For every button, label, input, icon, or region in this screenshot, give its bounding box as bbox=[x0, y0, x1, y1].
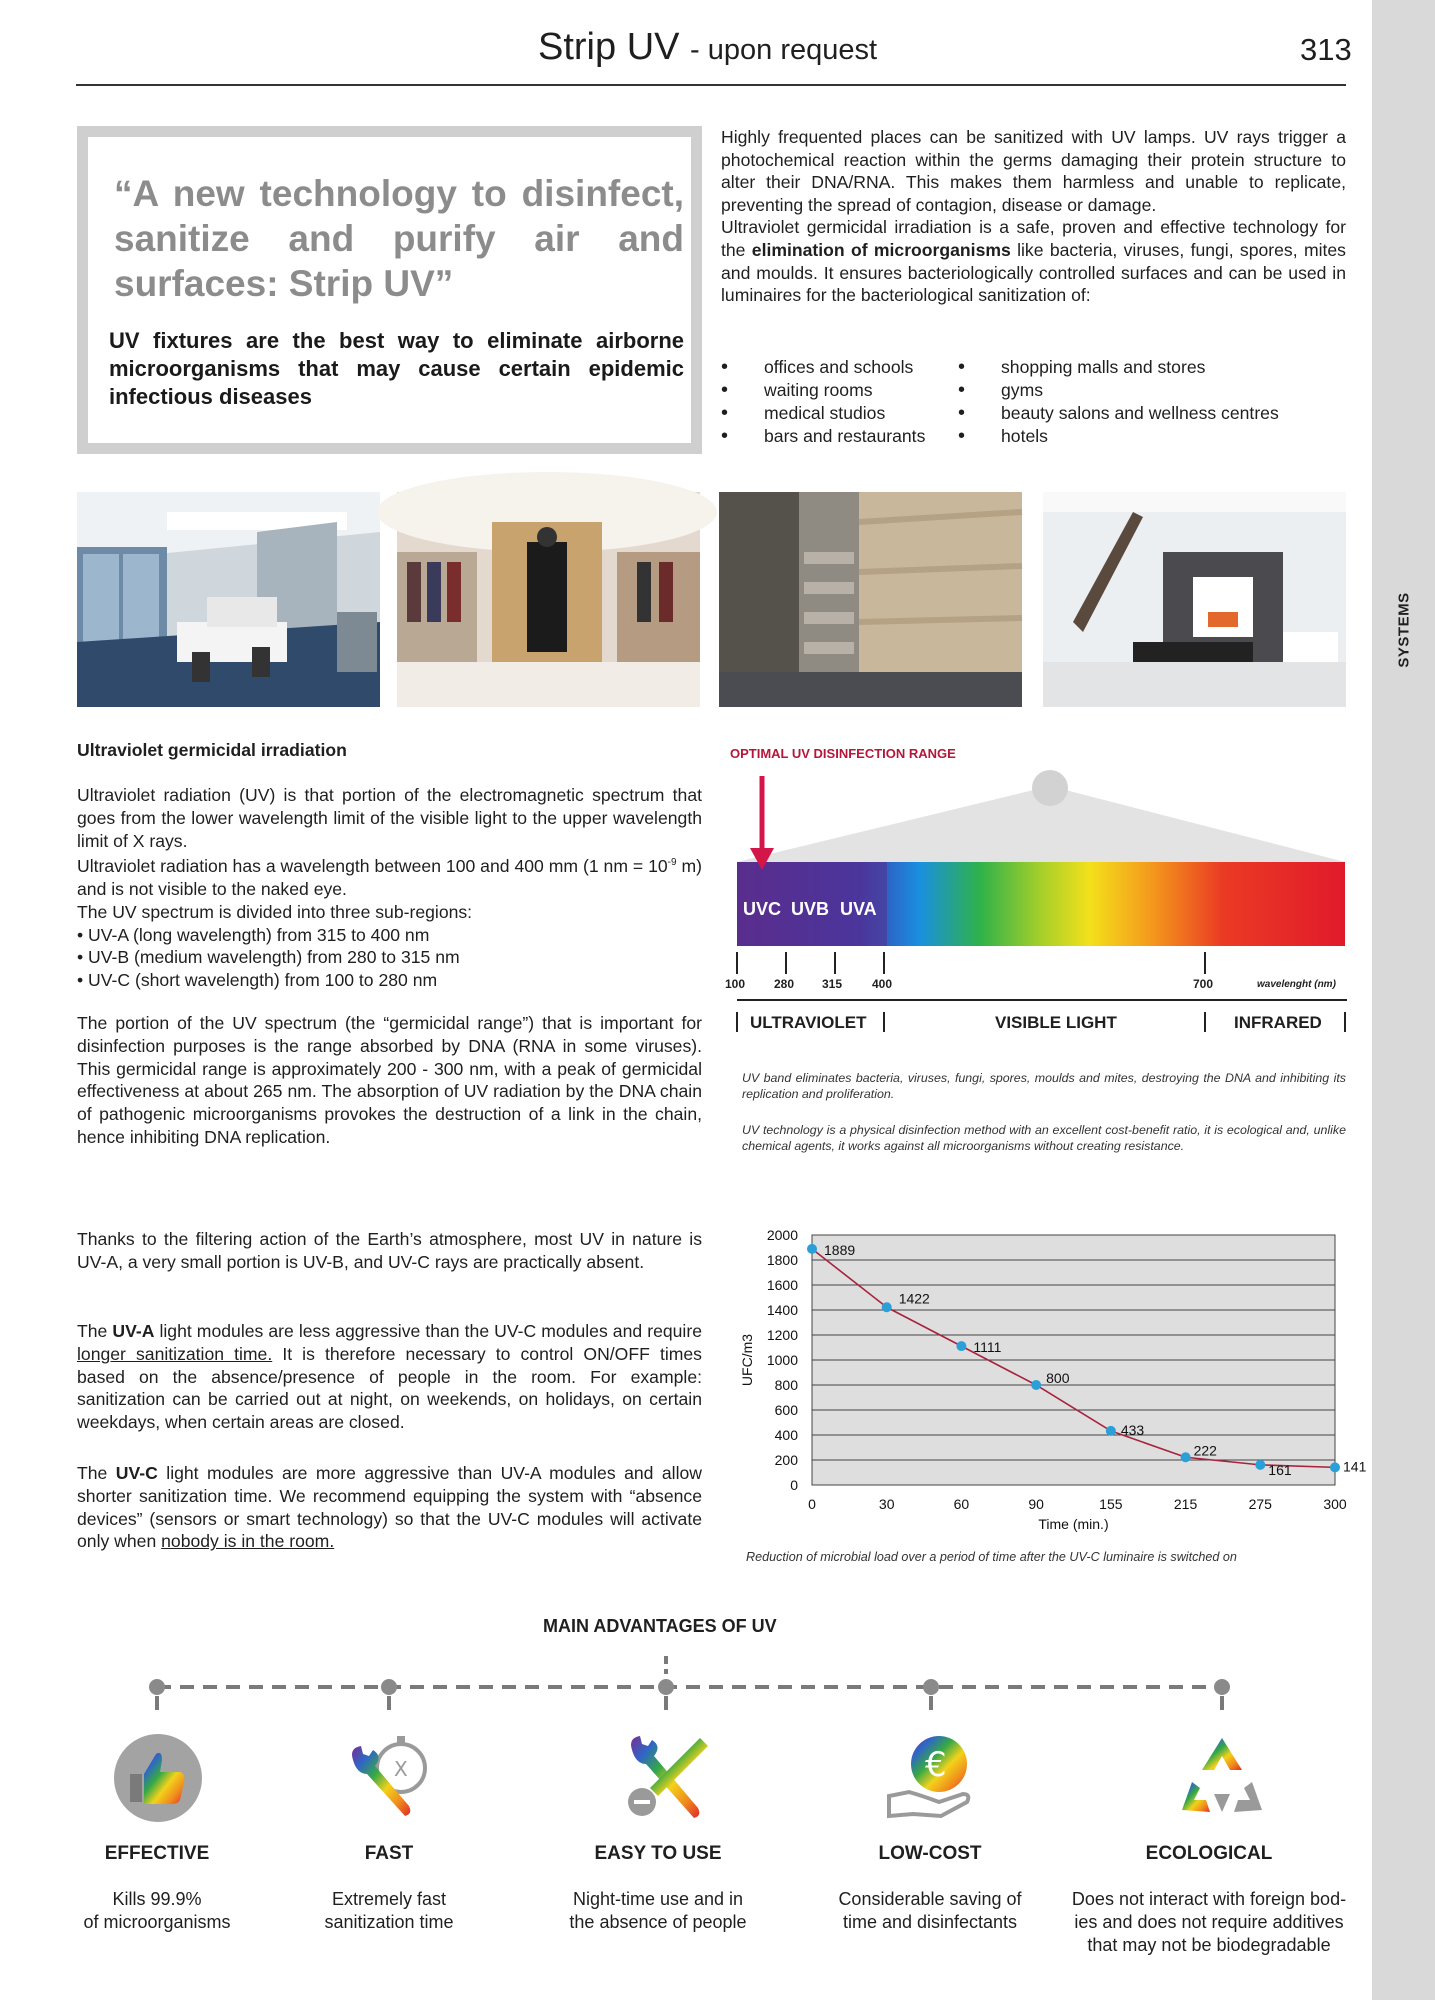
y-tick-label: 2000 bbox=[766, 1227, 798, 1243]
x-tick-label: 155 bbox=[1099, 1496, 1123, 1512]
x-tick-label: 0 bbox=[808, 1496, 816, 1512]
list-item: • offices and schools bbox=[721, 356, 925, 379]
data-point bbox=[1106, 1426, 1116, 1436]
data-point bbox=[882, 1302, 892, 1312]
intro-p2: Ultraviolet germicidal irradiation is a safe, proven and effective technology for the elimination of microorganisms like bacteria, viruses, fungi, spores, mites and moulds. It ensures bacteriologically controlled surfaces and can be used in luminaires for the bacteriological sanitization of: bbox=[721, 217, 1346, 306]
advantage-name: FAST bbox=[364, 1843, 414, 1864]
advantage-desc: Considerable saving of time and disinfectants bbox=[838, 1889, 1022, 1932]
band-label-uva: UVA bbox=[840, 899, 877, 919]
uva-text: The UV-A light modules are less aggressive than the UV-C modules and require longer sanitization time. It is therefore necessary to control ON/OFF times based on the absence/presence of people in the room. For example: sanitization can be carried out at night, on weekends, on holidays, on certain weekdays, when certain areas are closed. bbox=[77, 1321, 702, 1433]
intro-p1: Highly frequented places can be sanitized with UV lamps. UV rays trigger a photochemical reaction within the germs damaging their protein structure to alter their DNA/RNA. This makes them harmless and unable to replicate, preventing the spread of contagion, disease or damage. bbox=[721, 127, 1346, 215]
tick-label: 400 bbox=[872, 977, 893, 991]
quote-subline: UV fixtures are the best way to eliminate airborne microorganisms that may cause certain epidemic infectious diseases bbox=[109, 328, 684, 409]
places-list-left bbox=[721, 356, 925, 448]
advantage-desc: Extremely fast sanitization time bbox=[324, 1889, 454, 1932]
photo-store bbox=[397, 492, 700, 707]
list-item: • bars and restaurants bbox=[721, 425, 925, 448]
intro-text bbox=[721, 126, 1346, 307]
y-tick-label: 1200 bbox=[766, 1327, 798, 1343]
data-label: 161 bbox=[1268, 1461, 1292, 1478]
photo-office bbox=[77, 492, 380, 707]
y-tick-label: 1400 bbox=[766, 1302, 798, 1318]
advantage-name: ECOLOGICAL bbox=[1145, 1843, 1273, 1864]
tick-label: 315 bbox=[822, 977, 843, 991]
x-tick-label: 60 bbox=[953, 1496, 970, 1512]
advantages-connector bbox=[0, 1630, 1372, 1730]
y-tick-label: 0 bbox=[790, 1477, 798, 1493]
uvc-text: The UV-C light modules are more aggressive than UV-A modules and allow shorter sanitization time. We recommend equipping the system with “absence devices” (sensors or smart technology) so that the UV-C modules will activate only when nobody is in the room. bbox=[77, 1463, 702, 1552]
stopwatch-wrench-icon bbox=[341, 1730, 437, 1826]
section-heading: Ultraviolet germicidal irradiation bbox=[77, 740, 347, 760]
advantage-desc: Does not interact with foreign bod- ies and does not require additives that may not be biodegradable bbox=[1071, 1889, 1347, 1955]
tick-label: 700 bbox=[1193, 977, 1214, 991]
tick-label: 100 bbox=[725, 977, 746, 991]
data-point bbox=[1330, 1462, 1340, 1472]
quote-headline: “A new technology to disinfect, sanitize and purify air and surfaces: Strip UV” bbox=[114, 173, 684, 304]
data-label: 1889 bbox=[824, 1241, 856, 1258]
list-item: • UV-C (short wavelength) from 100 to 280 nm bbox=[77, 970, 438, 991]
x-tick-label: 275 bbox=[1248, 1496, 1272, 1512]
list-item: • beauty salons and wellness centres bbox=[958, 402, 1279, 425]
y-tick-label: 400 bbox=[774, 1427, 798, 1443]
germicidal-range-text: The portion of the UV spectrum (the “germicidal range”) that is important for disinfection purposes is the range absorbed by DNA (RNA in some viruses). This germicidal range is approximately 200 - 300 nm, with a peak of germicidal effectiveness at about 265 nm. The absorption of UV radiation by the DNA chain of pathogenic microorganisms provokes the destruction of a link in the chain, hence inhibiting DNA replication. bbox=[77, 1013, 702, 1147]
x-tick-label: 215 bbox=[1173, 1496, 1198, 1512]
data-label: 800 bbox=[1046, 1370, 1070, 1386]
lamp-icon bbox=[1032, 770, 1068, 806]
x-tick-label: 30 bbox=[878, 1496, 895, 1512]
svg-text:€: € bbox=[925, 1745, 947, 1785]
spectrum-caption-2: UV technology is a physical disinfection method with an excellent cost-benefit ratio, it is ecological and, unlike chemical agents, it works against all microorganisms without creating resistance. bbox=[742, 1123, 1346, 1153]
recycle-icon bbox=[1174, 1730, 1270, 1826]
advantage-desc: Night-time use and in the absence of people bbox=[569, 1889, 747, 1932]
photo-living-room bbox=[1043, 492, 1346, 707]
region-ultraviolet: ULTRAVIOLET bbox=[750, 1013, 867, 1032]
data-label: 1422 bbox=[898, 1290, 930, 1307]
data-point bbox=[807, 1244, 817, 1254]
data-label: 141 bbox=[1343, 1458, 1367, 1475]
photo-stairs bbox=[719, 492, 1022, 707]
y-tick-label: 800 bbox=[774, 1377, 798, 1393]
list-item: • shopping malls and stores bbox=[958, 356, 1279, 379]
side-tab-label: SYSTEMS bbox=[1395, 592, 1412, 668]
places-list-right bbox=[958, 356, 1279, 448]
microbial-load-chart bbox=[730, 1220, 1367, 1545]
side-tab bbox=[1372, 0, 1435, 2000]
data-label: 433 bbox=[1120, 1421, 1145, 1438]
irradiation-text: Ultraviolet radiation (UV) is that portion of the electromagnetic spectrum that goes from the lower wavelength limit of the visible light to the upper wavelength limit of X rays. Ultraviolet radiation has a wavelength between 100 and 400 mm (1 nm = $10^{-9}$ m) and is not visible to the naked eye. The UV spectrum is divided into three sub-regions: • UV-A (long wavelength) from 315 to 400 nm • UV-B (medium wavelength) from 280 to 315 nm • UV-C (short wavelength) from 100 to 280 nm bbox=[77, 785, 702, 991]
page-number: 313 bbox=[1300, 32, 1352, 67]
advantage-desc: Kills 99.9% of microorganisms bbox=[83, 1889, 231, 1932]
y-tick-label: 200 bbox=[774, 1452, 798, 1468]
y-axis-title: UFC/m3 bbox=[739, 1333, 755, 1387]
list-item: • hotels bbox=[958, 425, 1279, 448]
header-rule bbox=[76, 84, 1346, 86]
tools-icon bbox=[618, 1730, 714, 1826]
list-item: • UV-A (long wavelength) from 315 to 400 nm bbox=[77, 924, 430, 945]
list-item: • gyms bbox=[958, 379, 1279, 402]
data-point bbox=[956, 1341, 966, 1351]
list-item: • waiting rooms bbox=[721, 379, 925, 402]
tick-label: 280 bbox=[774, 977, 795, 991]
x-axis-title: Time (min.) bbox=[1038, 1516, 1109, 1532]
atmosphere-text: Thanks to the filtering action of the Earth’s atmosphere, most UV in nature is UV-A, a very small portion is UV-B, and UV-C rays are practically absent. bbox=[77, 1229, 702, 1272]
y-tick-label: 1600 bbox=[766, 1277, 798, 1293]
data-label: 222 bbox=[1193, 1442, 1217, 1459]
data-point bbox=[1181, 1452, 1191, 1462]
region-infrared: INFRARED bbox=[1234, 1013, 1322, 1032]
uv-bands-list bbox=[77, 924, 702, 992]
advantage-name: EASY TO USE bbox=[594, 1843, 722, 1864]
y-tick-label: 1800 bbox=[766, 1252, 798, 1268]
data-point bbox=[1255, 1460, 1265, 1470]
spectrum-title: OPTIMAL UV DISINFECTION RANGE bbox=[730, 746, 956, 761]
region-visible-light: VISIBLE LIGHT bbox=[995, 1013, 1117, 1032]
band-label-uvb: UVB bbox=[791, 899, 830, 919]
advantage-name: EFFECTIVE bbox=[104, 1843, 210, 1864]
list-item: • UV-B (medium wavelength) from 280 to 315 nm bbox=[77, 947, 460, 968]
page-title: Strip UV - upon request bbox=[538, 26, 878, 68]
advantages-title: MAIN ADVANTAGES OF UV bbox=[543, 1616, 777, 1636]
chart-caption: Reduction of microbial load over a period of time after the UV-C luminaire is switched on bbox=[746, 1550, 1237, 1564]
data-point bbox=[1031, 1380, 1041, 1390]
y-tick-label: 1000 bbox=[766, 1352, 798, 1368]
list-item: • medical studios bbox=[721, 402, 925, 425]
y-tick-label: 600 bbox=[774, 1402, 798, 1418]
spectrum-caption-1: UV band eliminates bacteria, viruses, fungi, spores, moulds and mites, destroying the DNA and inhibiting its replication and proliferation. bbox=[742, 1071, 1346, 1101]
x-tick-label: 90 bbox=[1028, 1496, 1044, 1512]
euro-hand-icon bbox=[883, 1730, 979, 1826]
wavelength-axis-label: wavelenght (nm) bbox=[1257, 979, 1336, 990]
advantage-name: LOW-COST bbox=[878, 1843, 982, 1864]
quote-box bbox=[77, 126, 702, 454]
data-label: 1111 bbox=[973, 1339, 1002, 1356]
thumbs-up-icon bbox=[110, 1730, 206, 1826]
x-tick-label: 300 bbox=[1323, 1496, 1347, 1512]
band-label-uvc: UVC bbox=[743, 899, 782, 919]
svg-text:X: X bbox=[394, 1757, 408, 1781]
